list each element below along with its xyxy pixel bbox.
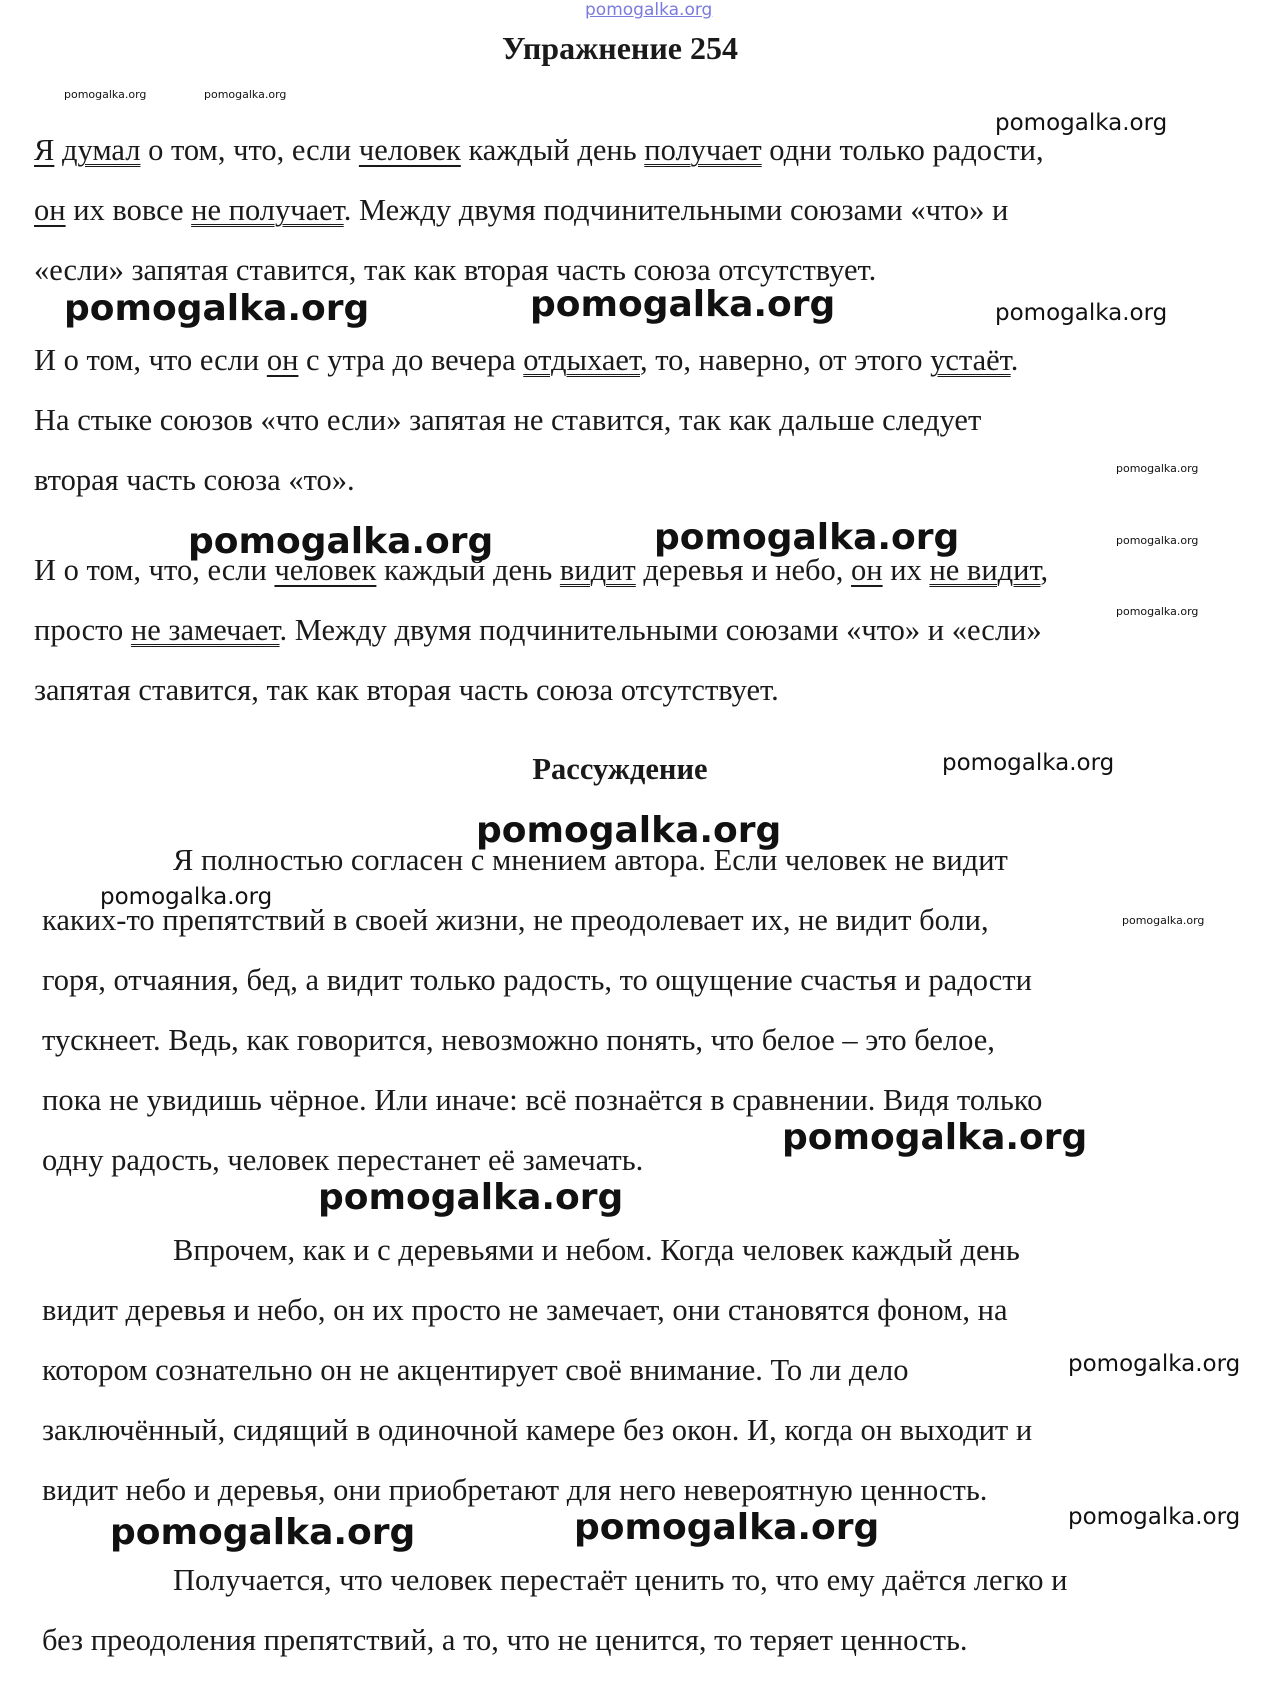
reasoning-line: одну радость, человек перестанет её замечать. [42,1143,644,1177]
exercise-p3-line2 [34,600,1042,660]
reasoning-line: заключённый, сидящий в одиночной камере без окон. И, когда он выходит и [42,1413,1033,1447]
watermark: pomogalka.org [530,284,836,325]
section-heading: Рассуждение [532,752,708,786]
watermark: pomogalka.org [995,110,1168,136]
reasoning-line: каких-то препятствий в своей жизни, не преодолевает их, не видит боли, [42,903,989,937]
reasoning-line: тускнеет. Ведь, как говорится, невозможно понять, что белое – это белое, [42,1023,995,1057]
watermark: pomogalka.org [782,1117,1088,1158]
exercise-p1-line3: «если» запятая ставится, так как вторая часть союза отсутствует. [34,253,877,287]
reasoning-line: видит небо и деревья, они приобретают для него невероятную ценность. [42,1473,988,1507]
text-run: каждый день [460,133,645,167]
subject-word: человек [358,133,461,167]
watermark: pomogalka.org [1116,605,1199,618]
predicate-word: устаёт [930,343,1011,377]
text-run: деревья и небо, [635,553,852,587]
predicate-word: не видит [929,553,1041,587]
text-run: их [882,553,930,587]
exercise-p2-line1 [34,330,1018,390]
text-run [54,133,62,167]
text-run: о том, что, если [140,133,359,167]
text-run: И о том, что если [34,343,267,377]
watermark: pomogalka.org [110,1512,416,1553]
exercise-p2-line2: На стыке союзов «что если» запятая не ставится, так как дальше следует [34,403,982,437]
text-run: с утра до вечера [298,343,524,377]
watermark: pomogalka.org [1116,534,1199,547]
watermark: pomogalka.org [1068,1351,1241,1377]
watermark: pomogalka.org [64,88,147,101]
predicate-word: получает [644,133,762,167]
predicate-word: отдыхает [523,343,640,377]
text-run: , то, наверно, от этого [640,343,931,377]
reasoning-line: пока не увидишь чёрное. Или иначе: всё познаётся в сравнении. Видя только [42,1083,1043,1117]
watermark: pomogalka.org [318,1177,624,1218]
watermark: pomogalka.org [942,750,1115,776]
text-run: одни только радости, [761,133,1044,167]
site-link[interactable]: pomogalka.org [585,0,713,20]
watermark: pomogalka.org [1068,1504,1241,1530]
text-run: . Между двумя подчинительными союзами «что» и «если» [279,613,1042,647]
subject-word: Я [34,133,55,167]
subject-word: он [851,553,883,587]
text-run: просто [34,613,131,647]
watermark: pomogalka.org [1122,914,1205,927]
text-run: . Между двумя подчинительными союзами «что» и [343,193,1009,227]
exercise-p2-line3: вторая часть союза «то». [34,463,355,497]
reasoning-line: Впрочем, как и с деревьями и небом. Когда человек каждый день [173,1233,1020,1267]
text-run: каждый день [376,553,560,587]
text-run: . [1010,343,1019,377]
reasoning-line: Я полностью согласен с мнением автора. Если человек не видит [173,843,1008,877]
exercise-p1-line2 [34,180,1008,240]
reasoning-line: видит деревья и небо, он их просто не замечает, они становятся фоном, на [42,1293,1008,1327]
subject-word: человек [274,553,377,587]
predicate-word: не замечает [130,613,280,647]
text-run: И о том, что, если [34,553,275,587]
watermark: pomogalka.org [64,288,370,329]
watermark: pomogalka.org [654,517,960,558]
reasoning-line: Получается, что человек перестаёт ценить то, что ему даётся легко и [173,1563,1068,1597]
predicate-word: думал [61,133,141,167]
subject-word: он [34,193,66,227]
predicate-word: видит [559,553,636,587]
watermark: pomogalka.org [995,300,1168,326]
page-title: Упражнение 254 [501,30,738,66]
text-run: их вовсе [65,193,192,227]
exercise-p3-line3: запятая ставится, так как вторая часть союза отсутствует. [34,673,779,707]
watermark: pomogalka.org [1116,462,1199,475]
subject-word: он [266,343,299,377]
predicate-word: не получает [191,193,344,227]
exercise-p1-line1 [34,120,1044,180]
watermark: pomogalka.org [574,1507,880,1548]
reasoning-line: горя, отчаяния, бед, а видит только радость, то ощущение счастья и радости [42,963,1032,997]
watermark: pomogalka.org [204,88,287,101]
reasoning-line: без преодоления препятствий, а то, что не ценится, то теряет ценность. [42,1623,968,1657]
watermark: pomogalka.org [188,521,494,562]
reasoning-line: котором сознательно он не акцентирует своё внимание. То ли дело [42,1353,909,1387]
watermark: pomogalka.org [476,810,782,851]
watermark: pomogalka.org [100,884,273,910]
text-run: , [1040,553,1049,587]
